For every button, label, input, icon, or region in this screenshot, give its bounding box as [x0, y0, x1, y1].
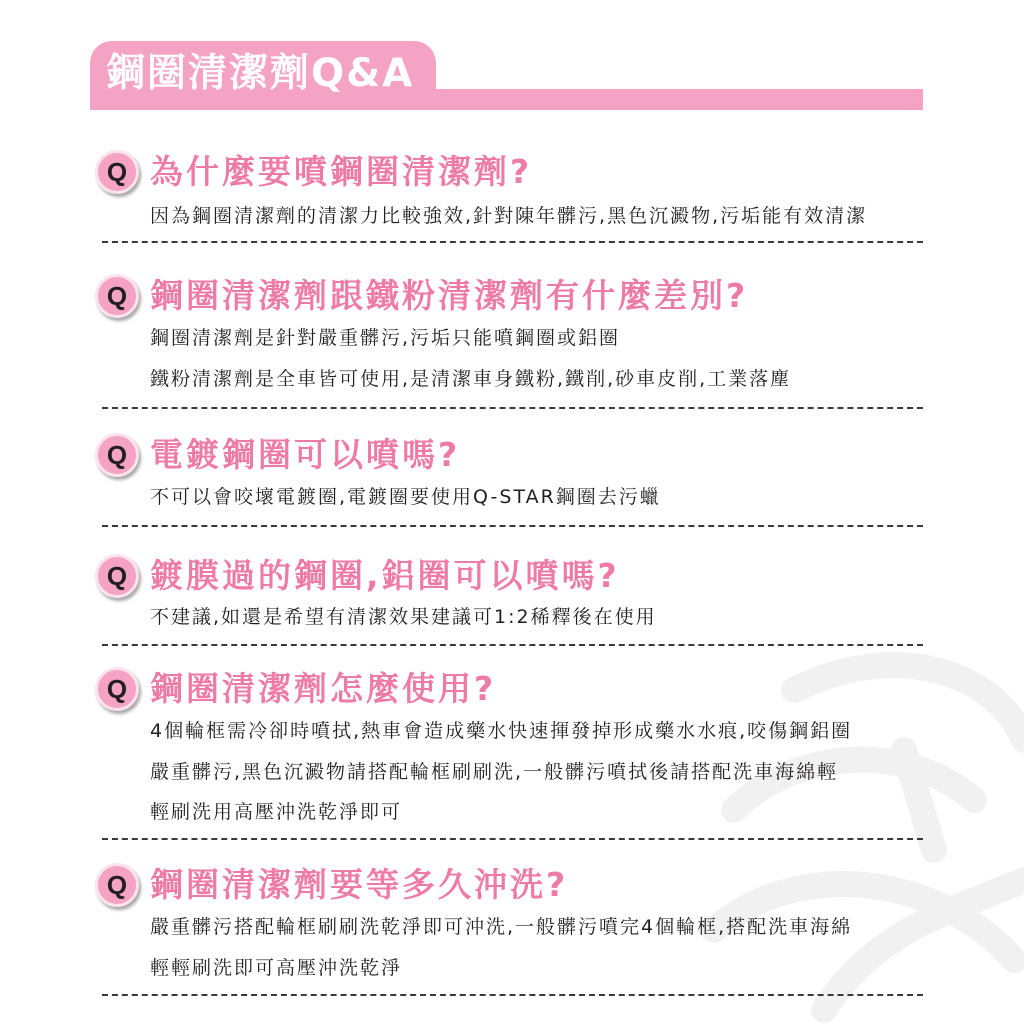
dashed-divider	[102, 644, 923, 646]
answer-text: 鋼圈清潔劑是針對嚴重髒污,污垢只能噴鋼圈或鋁圈	[150, 327, 621, 349]
answer-text: 嚴重髒污搭配輪框刷刷洗乾淨即可沖洗,一般髒污噴完4個輪框,搭配洗車海綿	[150, 916, 853, 938]
dashed-divider	[102, 407, 923, 409]
q-badge-icon: Q	[95, 554, 139, 598]
answer-text: 輕刷洗用高壓沖洗乾淨即可	[150, 801, 403, 823]
question-text: 鋼圈清潔劑要等多久沖洗?	[150, 865, 569, 904]
watermark-graphic	[674, 630, 1024, 1030]
q-badge-icon: Q	[95, 863, 139, 907]
answer-text: 不建議,如還是希望有清潔效果建議可1:2稀釋後在使用	[150, 606, 657, 628]
dashed-divider	[102, 838, 923, 840]
question-text: 鍍膜過的鋼圈,鋁圈可以噴嗎?	[150, 556, 620, 595]
question-text: 為什麼要噴鋼圈清潔劑?	[150, 152, 533, 191]
dashed-divider	[102, 241, 923, 243]
answer-text: 輕輕刷洗即可高壓沖洗乾淨	[150, 957, 403, 979]
answer-text: 不可以會咬壞電鍍圈,電鍍圈要使用Q-STAR鋼圈去污蠟	[150, 486, 661, 508]
dashed-divider	[102, 994, 923, 996]
q-badge-icon: Q	[95, 274, 139, 318]
answer-text: 因為鋼圈清潔劑的清潔力比較強效,針對陳年髒污,黑色沉澱物,污垢能有效清潔	[150, 205, 868, 227]
answer-text: 嚴重髒污,黑色沉澱物請搭配輪框刷刷洗,一般髒污噴拭後請搭配洗車海綿輕	[150, 761, 839, 783]
question-text: 鋼圈清潔劑怎麼使用?	[150, 669, 497, 708]
answer-text: 鐵粉清潔劑是全車皆可使用,是清潔車身鐵粉,鐵削,砂車皮削,工業落塵	[150, 368, 792, 390]
question-text: 電鍍鋼圈可以噴嗎?	[150, 435, 461, 474]
dashed-divider	[102, 525, 923, 527]
page-title: 鋼圈清潔劑Q&A	[106, 51, 415, 96]
q-badge-icon: Q	[95, 667, 139, 711]
q-badge-icon: Q	[95, 150, 139, 194]
answer-text: 4個輪框需冷卻時噴拭,熱車會造成藥水快速揮發掉形成藥水水痕,咬傷鋼鋁圈	[150, 720, 853, 742]
q-badge-icon: Q	[95, 433, 139, 477]
question-text: 鋼圈清潔劑跟鐵粉清潔劑有什麼差別?	[150, 276, 749, 315]
